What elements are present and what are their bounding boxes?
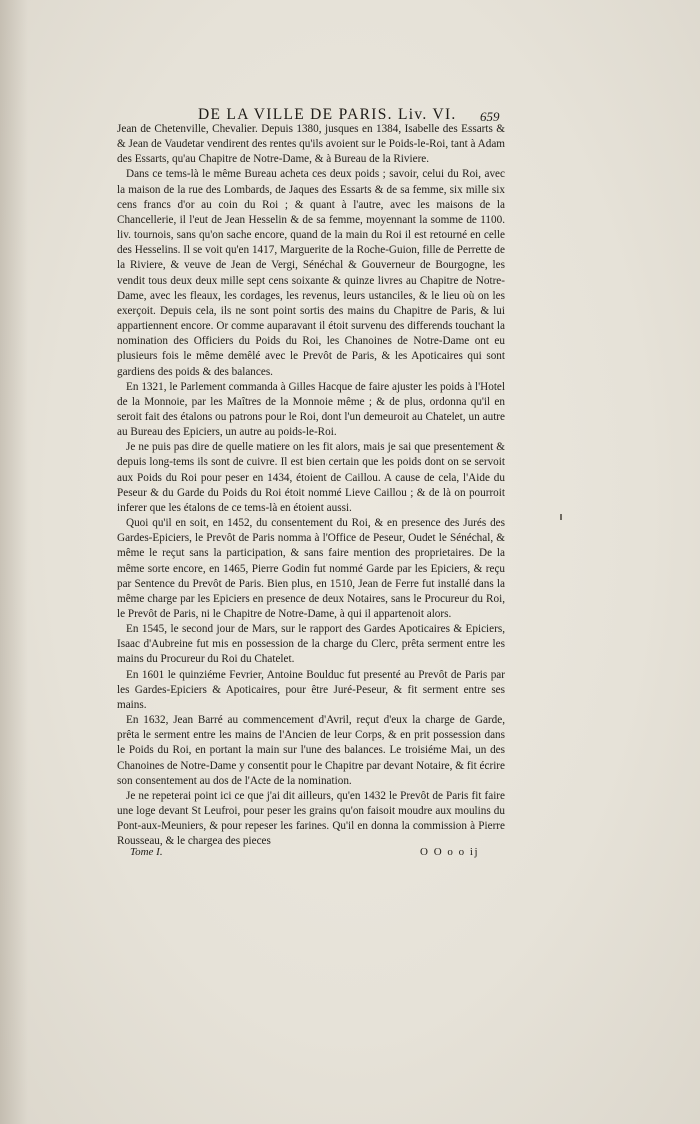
signature-mark: O O o o ij	[420, 846, 479, 858]
margin-mark	[560, 514, 562, 520]
volume-label: Tome I.	[130, 846, 163, 858]
paragraph: En 1601 le quinziéme Fevrier, Antoine Boulduc fut presenté au Prevôt de Paris par les Gardes-Epiciers & Apoticaires, pour être Juré-Peseur, & fit serment entre ses mains.	[117, 668, 505, 711]
paragraph: Quoi qu'il en soit, en 1452, du consentement du Roi, & en presence des Jurés des Gardes-Epiciers, le Prevôt de Paris nomma à l'Office de Peseur, Oudet le Sénéchal, & même le reçut sans la participation, & sans faire mention des proprietaires. De la même sorte encore, en 1465, Pierre Godin fut nommé Garde par les Epiciers, & reçu par Sentence du Prevôt de Paris. Bien plus, en 1510, Jean de Ferre fut installé dans la même charge par les Epiciers en presence de deux Notaires, sans le Procureur du Roi, le Prevôt de Paris, ni le Chapitre de Notre-Dame, à qui il appartenoit alors.	[117, 517, 505, 620]
paragraph: Jean de Chetenville, Chevalier. Depuis 1380, jusques en 1384, Isabelle des Essarts & & Jean de Vaudetar vendirent des rentes qu'ils avoient sur le Poids-le-Roi, tant à Adam des Essarts, qu'au Chapitre de Notre-Dame, & à Bureau de la Riviere.	[117, 123, 505, 166]
paragraph: Dans ce tems-là le même Bureau acheta ces deux poids ; savoir, celui du Roi, avec la maison de la rue des Lombards, de Jaques des Essarts & de sa femme, six mille six cens francs d'or au coin du Roi ; & quant à l'autre, avec les maisons de la Chancellerie, il l'eut de Jean Hesselin & de sa femme, moyennant la somme de 1100. liv. tournois, sans qu'on sache encore, quand de la main du Roi il est retourné en celle des Hesselins. Il se voit qu'en 1417, Marguerite de la Roche-Guion, fille de Perrette de la Riviere, & veuve de Jean de Vergi, Sénéchal & Gouverneur de Bourgogne, les vendit tous deux deux mille sept cens soixante & quinze livres au Chapitre de Notre-Dame, avec les fleaux, les cordages, les revenus, leurs ustanciles, & le lieu où on les exerçoit. Depuis cela, ils ne sont point sortis des mains du Chapitre de Paris, & lui appartiennent encore. Or comme auparavant il étoit survenu des differends touchant la nomination des Officiers du Poids du Roi, les Chanoines de Notre-Dame ont eu plusieurs fois le même demêlé avec le Prevôt de Paris, & les Apoticaires qui sont gardiens des poids & des balances.	[117, 168, 505, 378]
running-head: DE LA VILLE DE PARIS. Liv. VI.	[198, 106, 457, 123]
paragraph: En 1545, le second jour de Mars, sur le rapport des Gardes Apoticaires & Epiciers, Isaac d'Aubreine fut mis en possession de la charge du Clerc, prêta serment entre les mains du Procureur du Roi du Chatelet.	[117, 623, 505, 666]
page-number: 659	[480, 109, 500, 124]
paragraph: Je ne puis pas dire de quelle matiere on les fit alors, mais je sai que presentement & depuis long-tems ils sont de cuivre. Il est bien certain que les poids dont on se servoit aux Poids du Roi pour peser en 1434, étoient de Caillou. A cause de cela, l'Aide du Peseur & du Garde du Poids du Roi étoit nommé Lieve Caillou ; & de là on pourroit inferer que les étalons de ce tems-là en étoient aussi.	[117, 441, 505, 514]
paragraph: Je ne repeterai point ici ce que j'ai dit ailleurs, qu'en 1432 le Prevôt de Paris fit faire une loge devant St Leufroi, pour peser les grains qu'on faisoit moudre aux moulins du Pont-aux-Meuniers, & pour repeser les farines. Qu'il en donna la commission à Pierre Rousseau, & le chargea des pieces	[117, 789, 505, 848]
paragraph: En 1321, le Parlement commanda à Gilles Hacque de faire ajuster les poids à l'Hotel de la Monnoie, par les Maîtres de la Monnoie même ; & de plus, ordonna qu'il en seroit fait des étalons ou patrons pour le Roi, dont l'un demeuroit au Chatelet, un autre au Bureau des Epiciers, un autre au poids-le-Roi.	[117, 380, 505, 439]
body-text	[117, 122, 505, 850]
paragraph: En 1632, Jean Barré au commencement d'Avril, reçut d'eux la charge de Garde, prêta le serment entre les mains de l'Ancien de leur Corps, & en prit possession dans le Poids du Roi, en portant la main sur l'une des balances. Le troisiéme Mai, un des Chanoines de Notre-Dame y consentit pour le Chapitre par devant Notaire, & fit écrire son consentement au dos de l'Acte de la nomination.	[117, 714, 505, 787]
gutter-shadow	[0, 0, 28, 1124]
